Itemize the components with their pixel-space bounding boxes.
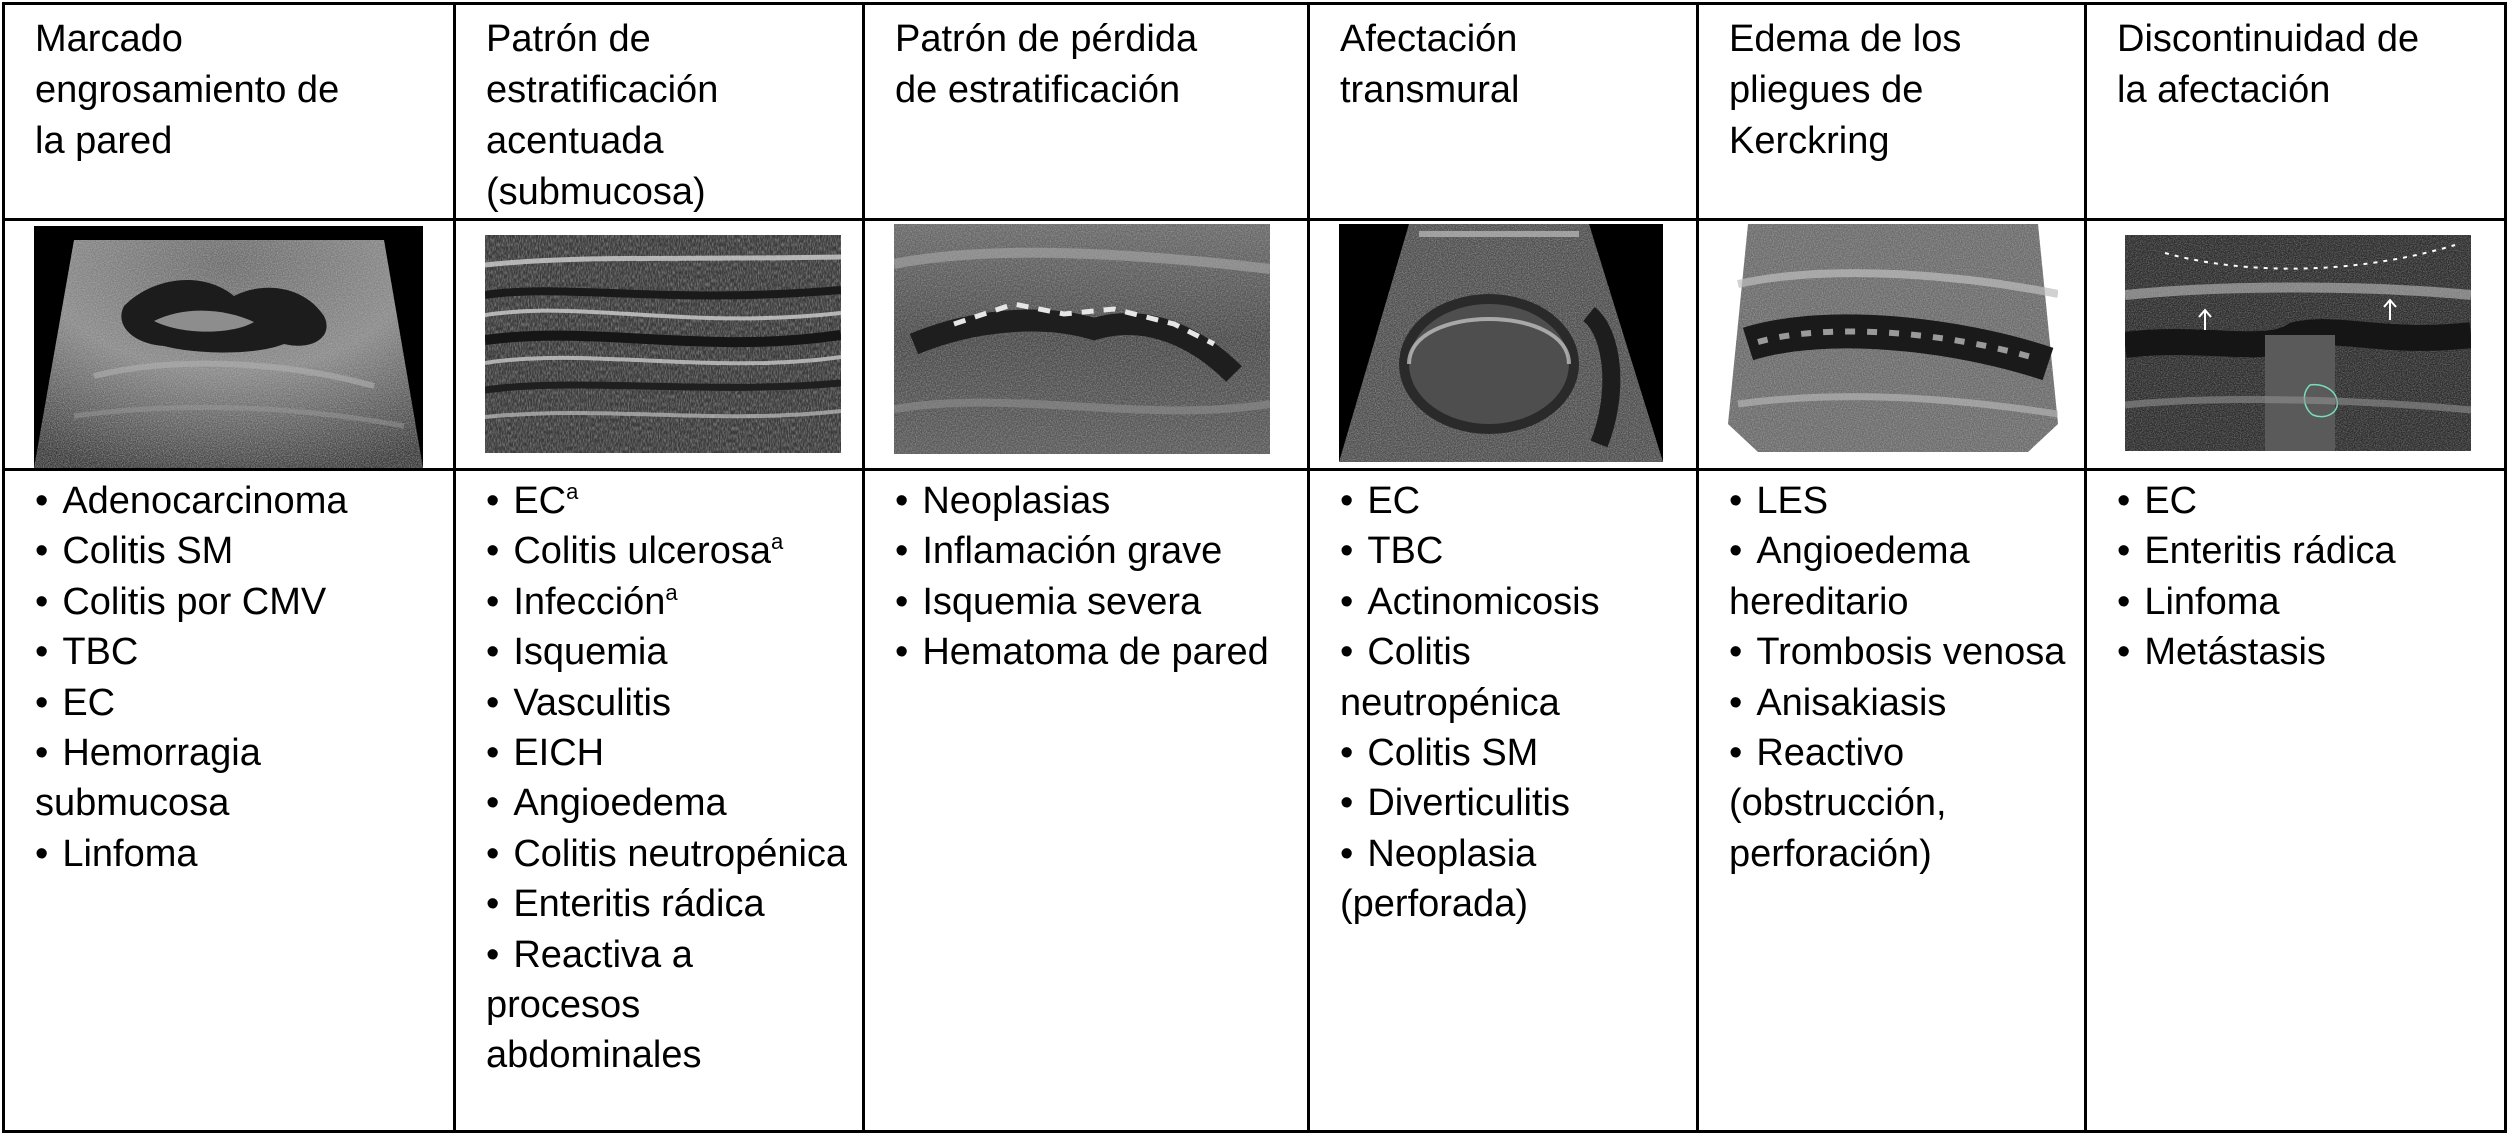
footnote-marker: a [770, 529, 784, 555]
list-item-text: Vasculitis [513, 681, 671, 724]
column-header: Patrón de pérdida de estratificación [895, 18, 1198, 111]
bullet-icon: • [895, 631, 909, 674]
list-item [486, 829, 854, 879]
bullet-icon: • [486, 631, 500, 674]
diagnosis-list [5, 471, 453, 879]
list-item-text: TBC [1367, 530, 1444, 573]
list-item [486, 627, 854, 677]
list-item [2117, 577, 2496, 627]
diagnosis-list [1699, 471, 2084, 879]
bullet-icon: • [486, 883, 500, 926]
ultrasound-image-accentuated-stratification [485, 235, 841, 453]
list-cell [2086, 470, 2506, 1132]
list-item-text: Neoplasias [922, 480, 1111, 522]
header-row [4, 4, 2506, 220]
column-header: Discontinuidad de la afectación [2117, 18, 2420, 111]
bullet-icon: • [35, 832, 49, 875]
list-cell [1698, 470, 2086, 1132]
bullet-icon: • [1729, 681, 1743, 724]
list-item [1729, 678, 2076, 728]
list-item [35, 829, 445, 879]
list-item [1340, 627, 1688, 728]
bullet-icon: • [2117, 631, 2131, 674]
list-cell [4, 470, 455, 1132]
list-item-text: Colitis neutropénica [513, 832, 848, 875]
list-item-text: Reactiva a procesos abdominales [486, 933, 702, 1077]
bullet-icon: • [35, 681, 49, 724]
ultrasound-image-marked-wall-thickening [34, 226, 423, 468]
list-item [486, 879, 854, 929]
list-item-text: Linfoma [2144, 580, 2280, 623]
bullet-icon: • [486, 681, 500, 724]
image-row [4, 220, 2506, 470]
bullet-icon: • [486, 480, 500, 522]
bullet-icon: • [35, 530, 49, 573]
bullet-icon: • [486, 732, 500, 775]
list-item-text: Angioedema [513, 782, 727, 825]
list-item [35, 526, 445, 576]
list-item [2117, 476, 2496, 526]
list-item [1729, 728, 2076, 879]
bullet-icon: • [486, 530, 500, 573]
bullet-icon: • [486, 782, 500, 825]
ultrasound-image-kerckring-fold-edema [1728, 224, 2058, 452]
bullet-icon: • [1340, 832, 1354, 875]
bullet-icon: • [1340, 782, 1354, 825]
footnote-marker: a [665, 579, 678, 605]
ultrasound-image-transmural-involvement [1339, 224, 1663, 462]
bullet-icon: • [35, 631, 49, 674]
column-header: Edema de los pliegues de Kerckring [1729, 18, 1962, 162]
bullet-icon: • [1340, 480, 1354, 522]
list-item-text: EICH [513, 732, 605, 775]
ultrasound-image-discontinuous-involvement [2125, 235, 2471, 451]
list-item [35, 678, 445, 728]
column-header: Patrón de estratificación acentuada (submucosa) [486, 18, 719, 213]
list-item-text: Inflamación grave [922, 530, 1223, 573]
list-item [486, 526, 854, 576]
list-item-text: Diverticulitis [1367, 782, 1571, 825]
image-cell [4, 220, 455, 470]
list-item [35, 577, 445, 627]
list-item-text: Reactivo (obstrucción, perforación) [1729, 732, 1947, 875]
list-item [2117, 526, 2496, 576]
list-item [486, 678, 854, 728]
list-item [35, 476, 445, 526]
list-item-text: EC [513, 480, 567, 522]
list-item-text: Trombosis venosa [1756, 631, 2066, 674]
list-item-text: Colitis neutropénica [1340, 631, 1560, 724]
bullet-icon: • [2117, 580, 2131, 623]
list-item-text: Hemorragia submucosa [35, 732, 261, 825]
list-item-text: Neoplasia (perforada) [1340, 832, 1537, 926]
bullet-icon: • [1729, 732, 1743, 775]
list-item [895, 476, 1299, 526]
list-item-text: Enteritis rádica [513, 883, 765, 926]
bullet-icon: • [2117, 530, 2131, 573]
column-header: Afectación transmural [1340, 18, 1520, 111]
header-cell [4, 4, 455, 220]
header-cell [1309, 4, 1698, 220]
list-item [1340, 526, 1688, 576]
list-item-text: Linfoma [62, 832, 198, 875]
image-cell [2086, 220, 2506, 470]
list-item [1340, 778, 1688, 828]
list-item [2117, 627, 2496, 677]
list-item [35, 728, 445, 829]
image-cell [1698, 220, 2086, 470]
list-item [35, 627, 445, 677]
image-cell [864, 220, 1309, 470]
diagnosis-list [2087, 471, 2504, 678]
list-item [1340, 476, 1688, 526]
list-item-text: EC [1367, 480, 1421, 522]
list-item [895, 577, 1299, 627]
list-item-text: Isquemia [513, 631, 668, 674]
ultrasound-image-loss-of-stratification [894, 224, 1270, 454]
bullet-icon: • [35, 732, 49, 775]
image-cell [455, 220, 864, 470]
list-item-text: Actinomicosis [1367, 580, 1600, 623]
header-cell [864, 4, 1309, 220]
diagnosis-list [456, 471, 862, 1081]
bullet-icon: • [486, 933, 500, 976]
footnote-marker: a [566, 479, 579, 504]
bullet-icon: • [895, 480, 909, 522]
list-item [486, 778, 854, 828]
bullet-icon: • [486, 580, 500, 623]
list-item [1729, 476, 2076, 526]
list-item-text: Colitis SM [1367, 732, 1539, 775]
list-item [1729, 526, 2076, 627]
list-item-text: Hematoma de pared [922, 631, 1269, 674]
bullet-icon: • [895, 580, 909, 623]
diagnosis-list [865, 471, 1307, 678]
header-cell [1698, 4, 2086, 220]
header-cell [455, 4, 864, 220]
list-cell [1309, 470, 1698, 1132]
bullet-icon: • [1729, 631, 1743, 674]
list-item-text: Metástasis [2144, 631, 2326, 674]
list-item-text: Isquemia severa [922, 580, 1202, 623]
list-item-text: Colitis por CMV [62, 580, 327, 623]
header-cell [2086, 4, 2506, 220]
list-item [1729, 627, 2076, 677]
bullet-icon: • [35, 480, 49, 522]
list-item [486, 476, 854, 526]
list-item [1340, 728, 1688, 778]
list-item [895, 627, 1299, 677]
list-item-text: Anisakiasis [1756, 681, 1947, 724]
list-item-text: TBC [62, 631, 139, 674]
list-item-text: Adenocarcinoma [62, 480, 348, 522]
diagnoses-row [4, 470, 2506, 1132]
image-cell [1309, 220, 1698, 470]
list-item-text: Colitis SM [62, 530, 234, 573]
list-item [1340, 577, 1688, 627]
bullet-icon: • [1340, 631, 1354, 674]
list-item-text: LES [1756, 480, 1829, 522]
list-item [1340, 829, 1688, 930]
list-item-text: Colitis ulcerosa [513, 530, 771, 573]
list-item-text: Enteritis rádica [2144, 530, 2396, 573]
list-cell [864, 470, 1309, 1132]
bullet-icon: • [1729, 530, 1743, 573]
diagnosis-list [1310, 471, 1696, 930]
list-item [486, 930, 854, 1081]
list-item [486, 577, 854, 627]
list-item [486, 728, 854, 778]
column-header: Marcado engrosamiento de la pared [35, 18, 340, 162]
bullet-icon: • [2117, 480, 2131, 522]
bullet-icon: • [1340, 530, 1354, 573]
bullet-icon: • [1340, 732, 1354, 775]
bullet-icon: • [1729, 480, 1743, 522]
findings-table [2, 2, 2507, 1133]
bullet-icon: • [486, 832, 500, 875]
list-item-text: Infección [513, 580, 666, 623]
bullet-icon: • [1340, 580, 1354, 623]
bullet-icon: • [35, 580, 49, 623]
bullet-icon: • [895, 530, 909, 573]
list-cell [455, 470, 864, 1132]
list-item-text: EC [2144, 480, 2198, 522]
list-item [895, 526, 1299, 576]
list-item-text: EC [62, 681, 116, 724]
list-item-text: Angioedema hereditario [1729, 530, 1970, 623]
